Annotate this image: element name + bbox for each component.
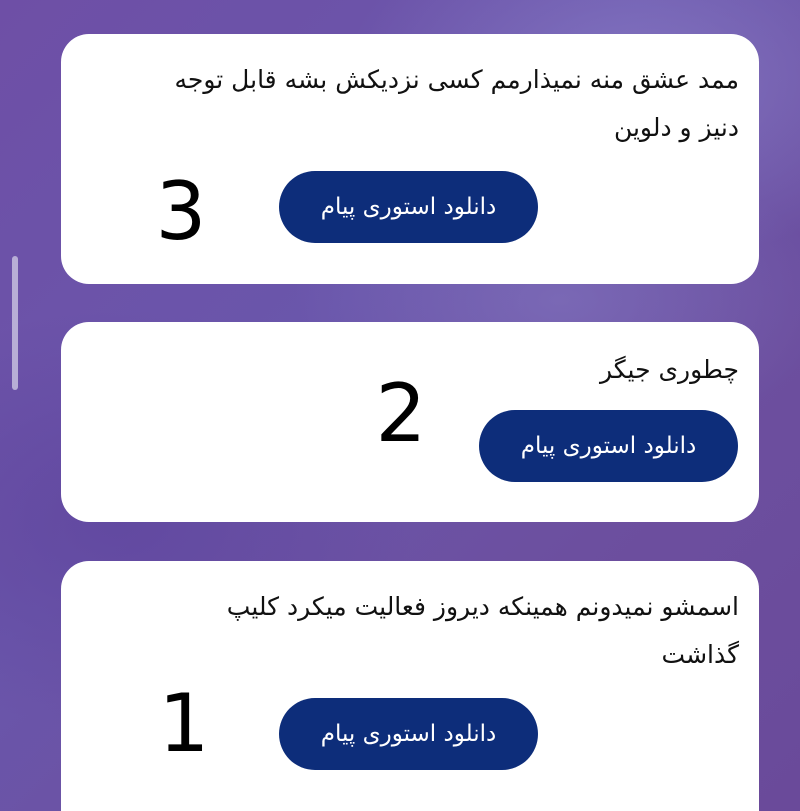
download-story-button[interactable]: دانلود استوری پیام [279, 698, 538, 770]
story-card [61, 561, 759, 811]
story-message [600, 346, 739, 394]
story-message [227, 583, 739, 679]
story-number: 3 [155, 165, 207, 258]
scrollbar-thumb[interactable] [12, 256, 18, 390]
story-message [175, 56, 740, 152]
story-message-line: گذاشت [661, 640, 739, 669]
story-message-line: اسمشو نمیدونم همینکه دیروز فعالیت میکرد کلیپ [226, 592, 739, 621]
story-message-line: ممد عشق منه نمیذارمم کسی نزدیکش بشه قابل توجه [174, 65, 739, 94]
download-story-button[interactable]: دانلود استوری پیام [279, 171, 538, 243]
story-card [61, 34, 759, 284]
story-card [61, 322, 759, 522]
story-message-line: دنیز و دلوین [613, 113, 739, 142]
story-message-line: چطوری جیگر [599, 355, 739, 384]
download-story-button[interactable]: دانلود استوری پیام [479, 410, 738, 482]
story-number: 2 [375, 367, 427, 460]
story-number: 1 [158, 677, 210, 770]
